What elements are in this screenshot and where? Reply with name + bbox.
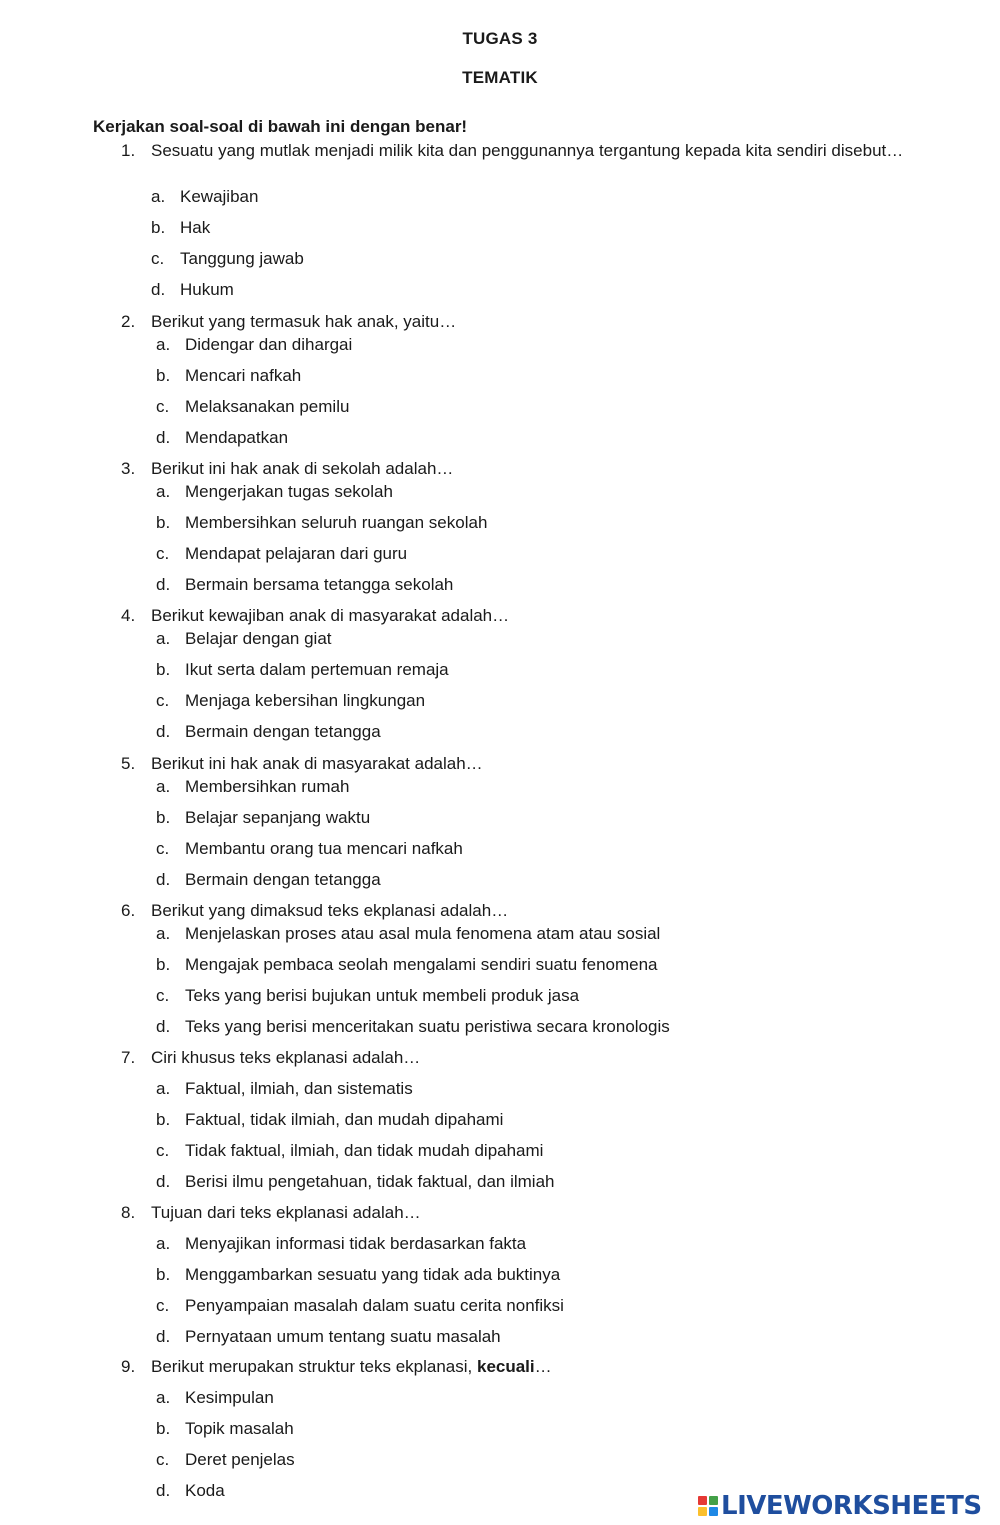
question-8-option-b (156, 1264, 560, 1285)
option-letter: a. (151, 187, 166, 206)
option-letter: b. (156, 1110, 171, 1129)
option-text: Deret penjelas (185, 1450, 295, 1469)
option-text: Menjelaskan proses atau asal mula fenomena atam atau sosial (185, 924, 661, 943)
option-text: Faktual, ilmiah, dan sistematis (185, 1079, 413, 1098)
question-text: Tujuan dari teks ekplanasi adalah… (151, 1203, 421, 1222)
question-number: 3. (121, 459, 136, 478)
option-letter: c. (156, 986, 170, 1005)
question-7 (121, 1047, 906, 1068)
document-subtitle: TEMATIK (462, 68, 538, 87)
question-5-option-d (156, 869, 381, 890)
option-letter: b. (156, 808, 171, 827)
question-text: Ciri khusus teks ekplanasi adalah… (151, 1048, 421, 1067)
logo-text: LIVEWORKSHEETS (721, 1491, 982, 1521)
option-text: Belajar dengan giat (185, 629, 332, 648)
option-letter: c. (156, 1296, 170, 1315)
option-text: Tanggung jawab (180, 249, 304, 268)
option-letter: b. (156, 1265, 171, 1284)
question-text: Sesuatu yang mutlak menjadi milik kita dan penggunannya tergantung kepada kita sendiri disebut… (151, 141, 904, 160)
option-letter: d. (151, 280, 166, 299)
question-8-option-d (156, 1326, 501, 1347)
option-letter: d. (156, 1327, 171, 1346)
option-text: Mengajak pembaca seolah mengalami sendiri suatu fenomena (185, 955, 658, 974)
option-letter: b. (156, 1419, 171, 1438)
question-6-option-c (156, 985, 579, 1006)
question-3-option-d (156, 574, 453, 595)
option-text: Penyampaian masalah dalam suatu cerita nonfiksi (185, 1296, 564, 1315)
option-text: Hukum (180, 280, 234, 299)
option-text: Membersihkan seluruh ruangan sekolah (185, 513, 488, 532)
option-text: Mendapat pelajaran dari guru (185, 544, 408, 563)
option-letter: a. (156, 1234, 171, 1253)
question-number: 4. (121, 606, 136, 625)
question-9-option-a (156, 1387, 274, 1408)
question-number: 6. (121, 901, 136, 920)
question-3-option-b (156, 512, 487, 533)
logo-square-blue (709, 1507, 718, 1516)
option-letter: c. (156, 1450, 170, 1469)
question-text: Berikut ini hak anak di masyarakat adalah… (151, 754, 483, 773)
question-2 (121, 311, 906, 332)
option-letter: c. (156, 839, 170, 858)
question-text (151, 1356, 906, 1377)
question-5-option-a (156, 776, 349, 797)
logo-square-green (709, 1496, 718, 1505)
option-letter: b. (156, 513, 171, 532)
question-6-option-b (156, 954, 658, 975)
question-number: 1. (121, 141, 136, 160)
option-letter: c. (151, 249, 165, 268)
option-text: Kesimpulan (185, 1388, 274, 1407)
question-2-option-c (156, 396, 349, 417)
question-2-option-d (156, 427, 288, 448)
liveworksheets-logo (698, 1491, 982, 1521)
option-text: Membersihkan rumah (185, 777, 350, 796)
option-text: Pernyataan umum tentang suatu masalah (185, 1327, 501, 1346)
option-letter: c. (156, 1141, 170, 1160)
option-text: Didengar dan dihargai (185, 335, 353, 354)
option-letter: d. (156, 1481, 171, 1500)
option-text: Hak (180, 218, 211, 237)
question-5 (121, 753, 906, 774)
liveworksheets-logo-icon (698, 1496, 718, 1516)
question-number: 2. (121, 312, 136, 331)
option-text: Tidak faktual, ilmiah, dan tidak mudah dipahami (185, 1141, 544, 1160)
question-number: 8. (121, 1203, 136, 1222)
question-5-option-c (156, 838, 463, 859)
option-letter: d. (156, 428, 171, 447)
question-2-option-a (156, 334, 352, 355)
question-4 (121, 605, 906, 626)
question-9-option-b (156, 1418, 294, 1439)
option-text: Kewajiban (180, 187, 259, 206)
option-letter: a. (156, 924, 171, 943)
question-7-option-d (156, 1171, 555, 1192)
question-4-option-d (156, 721, 381, 742)
question-number: 7. (121, 1048, 136, 1067)
option-letter: d. (156, 575, 171, 594)
option-letter: b. (156, 955, 171, 974)
option-text: Bermain bersama tetangga sekolah (185, 575, 454, 594)
question-7-option-b (156, 1109, 503, 1130)
option-letter: a. (156, 1388, 171, 1407)
option-letter: b. (156, 660, 171, 679)
question-text-post: … (534, 1357, 552, 1376)
question-text: Berikut ini hak anak di sekolah adalah… (151, 459, 454, 478)
option-text: Mendapatkan (185, 428, 289, 447)
option-letter: d. (156, 1172, 171, 1191)
question-9-option-c (156, 1449, 295, 1470)
option-text: Mengerjakan tugas sekolah (185, 482, 393, 501)
option-text: Berisi ilmu pengetahuan, tidak faktual, dan ilmiah (185, 1172, 555, 1191)
question-6 (121, 900, 906, 921)
document-title: TUGAS 3 (462, 29, 538, 48)
option-text: Menjaga kebersihan lingkungan (185, 691, 426, 710)
option-letter: a. (156, 1079, 171, 1098)
option-letter: d. (156, 1017, 171, 1036)
option-letter: c. (156, 691, 170, 710)
question-text: Berikut yang dimaksud teks ekplanasi adalah… (151, 901, 509, 920)
question-number: 9. (121, 1357, 136, 1376)
option-text: Teks yang berisi bujukan untuk membeli produk jasa (185, 986, 580, 1005)
question-5-option-b (156, 807, 370, 828)
option-letter: c. (156, 397, 170, 416)
question-text: Berikut yang termasuk hak anak, yaitu… (151, 312, 457, 331)
logo-square-red (698, 1496, 707, 1505)
question-3-option-a (156, 481, 393, 502)
option-letter: a. (156, 777, 171, 796)
question-1 (121, 140, 906, 161)
option-text: Melaksanakan pemilu (185, 397, 350, 416)
question-2-option-b (156, 365, 301, 386)
option-text: Bermain dengan tetangga (185, 722, 381, 741)
option-letter: a. (156, 335, 171, 354)
option-letter: d. (156, 722, 171, 741)
question-3-option-c (156, 543, 407, 564)
option-letter: a. (156, 482, 171, 501)
logo-square-yellow (698, 1507, 707, 1516)
question-4-option-c (156, 690, 425, 711)
question-1-option-c (151, 248, 304, 269)
instruction-text: Kerjakan soal-soal di bawah ini dengan benar! (93, 117, 468, 136)
question-4-option-a (156, 628, 332, 649)
question-text: Berikut kewajiban anak di masyarakat adalah… (151, 606, 510, 625)
option-text: Membantu orang tua mencari nafkah (185, 839, 463, 858)
option-text: Menggambarkan sesuatu yang tidak ada buktinya (185, 1265, 561, 1284)
option-text: Koda (185, 1481, 225, 1500)
option-letter: b. (156, 366, 171, 385)
question-7-option-c (156, 1140, 543, 1161)
question-3 (121, 458, 906, 479)
option-letter: b. (151, 218, 166, 237)
option-text: Topik masalah (185, 1419, 294, 1438)
question-6-option-d (156, 1016, 670, 1037)
question-6-option-a (156, 923, 660, 944)
question-8-option-a (156, 1233, 526, 1254)
option-text: Bermain dengan tetangga (185, 870, 381, 889)
option-letter: d. (156, 870, 171, 889)
question-1-option-d (151, 279, 234, 300)
question-8 (121, 1202, 906, 1223)
option-text: Teks yang berisi menceritakan suatu peristiwa secara kronologis (185, 1017, 670, 1036)
option-text: Menyajikan informasi tidak berdasarkan fakta (185, 1234, 527, 1253)
option-text: Ikut serta dalam pertemuan remaja (185, 660, 449, 679)
option-text: Faktual, tidak ilmiah, dan mudah dipahami (185, 1110, 504, 1129)
question-text-pre: Berikut merupakan struktur teks ekplanasi, (151, 1357, 477, 1376)
question-4-option-b (156, 659, 449, 680)
option-text: Belajar sepanjang waktu (185, 808, 371, 827)
option-letter: a. (156, 629, 171, 648)
question-1-option-b (151, 217, 210, 238)
option-text: Mencari nafkah (185, 366, 302, 385)
question-text-bold: kecuali (476, 1357, 535, 1376)
option-letter: c. (156, 544, 170, 563)
question-7-option-a (156, 1078, 413, 1099)
question-9-option-d (156, 1480, 225, 1501)
question-9 (121, 1356, 906, 1377)
question-number: 5. (121, 754, 136, 773)
question-8-option-c (156, 1295, 564, 1316)
question-1-option-a (151, 186, 258, 207)
